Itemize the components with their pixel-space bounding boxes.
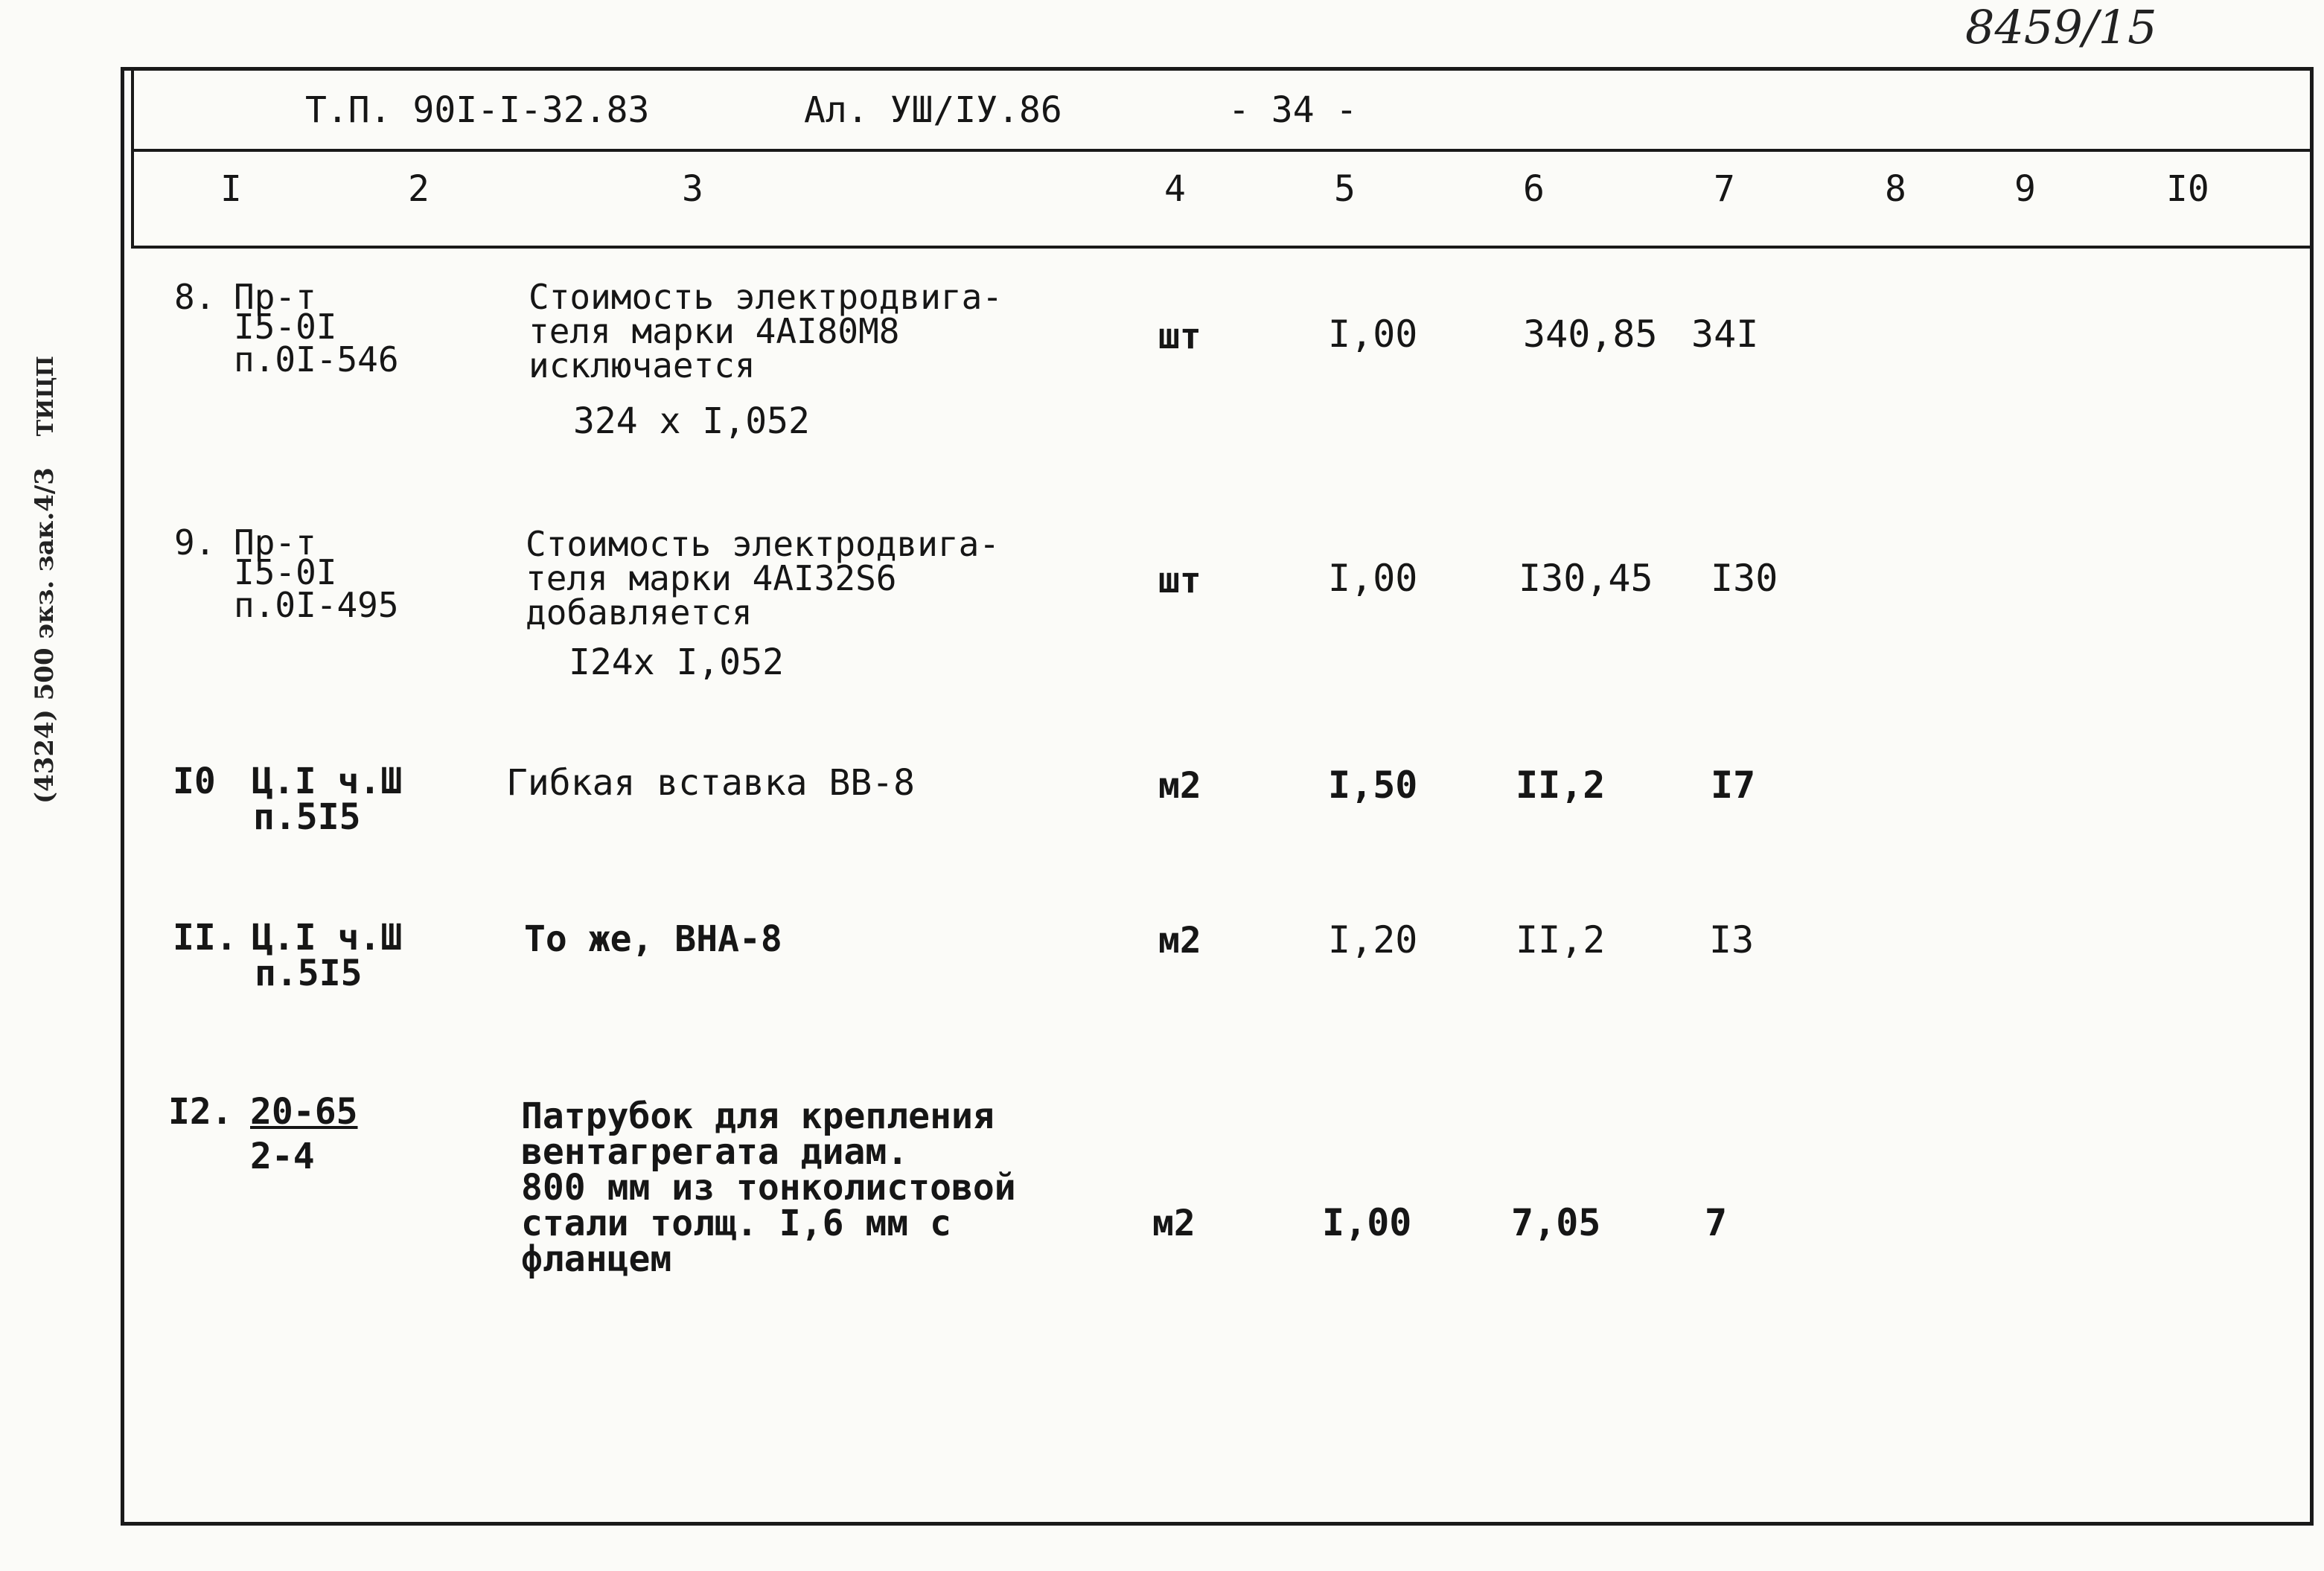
row-total: I7 bbox=[1711, 764, 1756, 807]
row-number: I2. bbox=[168, 1091, 233, 1133]
col-num-7: 7 bbox=[1714, 168, 1735, 210]
margin-stamp: ТИЦП bbox=[33, 356, 59, 437]
row-unit: м2 bbox=[1158, 920, 1201, 962]
desc-line: фланцем bbox=[521, 1238, 672, 1280]
code-line: 20-65 bbox=[250, 1091, 358, 1133]
row-qty: I,50 bbox=[1328, 764, 1418, 807]
row-total: 7 bbox=[1705, 1201, 1728, 1244]
row-code bbox=[234, 522, 399, 625]
row-price: II,2 bbox=[1516, 764, 1606, 807]
code-line: Ц.I ч.Ш bbox=[252, 917, 403, 959]
left-margin-rule bbox=[131, 67, 134, 246]
document-frame bbox=[121, 67, 2314, 1526]
row-price: II,2 bbox=[1516, 918, 1606, 962]
margin-vertical-note bbox=[30, 356, 60, 804]
desc-line: 800 мм из тонколистовой bbox=[521, 1167, 1016, 1209]
row-number: 8. bbox=[174, 277, 216, 317]
row-total: I30 bbox=[1711, 557, 1778, 600]
code-line: I5-0I bbox=[234, 552, 337, 592]
row-number: I0 bbox=[173, 761, 216, 802]
row-total: I3 bbox=[1709, 918, 1755, 962]
row-code bbox=[252, 761, 403, 838]
desc-line: исключается bbox=[529, 345, 756, 385]
code-line: п.5I5 bbox=[253, 796, 361, 838]
desc-line: теля марки 4АI80М8 bbox=[529, 311, 900, 351]
code-line: 2-4 bbox=[250, 1136, 315, 1177]
row-description: Гибкая вставка ВВ-8 bbox=[506, 762, 916, 804]
row-formula: 324 х I,052 bbox=[573, 400, 810, 442]
row-number: 9. bbox=[174, 522, 216, 563]
row-code bbox=[250, 1091, 358, 1177]
row-code bbox=[252, 917, 403, 994]
row-code bbox=[234, 277, 399, 380]
row-number: II. bbox=[173, 917, 237, 959]
row-total: 34I bbox=[1691, 313, 1759, 356]
code-line: Ц.I ч.Ш bbox=[252, 761, 403, 802]
desc-line: стали толщ. I,6 мм с bbox=[521, 1203, 951, 1244]
col-num-2: 2 bbox=[408, 168, 430, 210]
code-line: п.0I-546 bbox=[234, 339, 399, 380]
code-line: I5-0I bbox=[234, 307, 337, 347]
tp-code: Т.П. 90I-I-32.83 bbox=[305, 89, 650, 131]
col-num-9: 9 bbox=[2014, 168, 2036, 210]
col-num-5: 5 bbox=[1334, 168, 1356, 210]
row-unit: м2 bbox=[1158, 765, 1201, 807]
row-description: То же, ВНА-8 bbox=[524, 918, 782, 960]
col-num-3: 3 bbox=[682, 168, 703, 210]
code-line: п.5I5 bbox=[255, 953, 363, 994]
col-num-10: I0 bbox=[2166, 168, 2209, 210]
row-price: 7,05 bbox=[1511, 1201, 1601, 1244]
desc-line: Патрубок для крепления bbox=[521, 1095, 995, 1137]
col-num-8: 8 bbox=[1885, 168, 1906, 210]
row-unit: шт bbox=[1158, 316, 1201, 357]
header-divider bbox=[131, 149, 2314, 152]
row-unit: м2 bbox=[1152, 1203, 1195, 1244]
code-line: Пр-т bbox=[234, 277, 316, 317]
desc-line: теля марки 4АI32S6 bbox=[526, 558, 897, 598]
row-qty: I,00 bbox=[1322, 1201, 1412, 1244]
desc-line: Стоимость электродвига- bbox=[529, 277, 1003, 317]
row-description bbox=[521, 1095, 1016, 1280]
desc-line: вентагрегата диам. bbox=[521, 1131, 909, 1173]
desc-line: Стоимость электродвига- bbox=[526, 524, 1000, 564]
desc-line: добавляется bbox=[526, 592, 753, 633]
row-description bbox=[529, 277, 1003, 385]
margin-note-text: (4324) 500 экз. зак.4/3 bbox=[30, 467, 60, 804]
row-formula: I24х I,052 bbox=[569, 641, 784, 683]
row-qty: I,20 bbox=[1328, 918, 1418, 962]
corner-handwritten-note: 8459/15 bbox=[1965, 0, 2157, 54]
row-price: 340,85 bbox=[1523, 313, 1658, 356]
code-line: Пр-т bbox=[234, 522, 316, 563]
page-number: - 34 - bbox=[1228, 89, 1358, 131]
column-header-divider bbox=[131, 246, 2314, 249]
album-code: Ал. УШ/IУ.86 bbox=[804, 89, 1062, 131]
code-line: п.0I-495 bbox=[234, 585, 399, 625]
row-price: I30,45 bbox=[1519, 557, 1653, 600]
col-num-1: I bbox=[220, 168, 242, 210]
col-num-6: 6 bbox=[1523, 168, 1545, 210]
row-qty: I,00 bbox=[1328, 313, 1418, 356]
col-num-4: 4 bbox=[1164, 168, 1186, 210]
row-description bbox=[526, 524, 1000, 633]
row-qty: I,00 bbox=[1328, 557, 1418, 600]
row-unit: шт bbox=[1158, 560, 1201, 601]
